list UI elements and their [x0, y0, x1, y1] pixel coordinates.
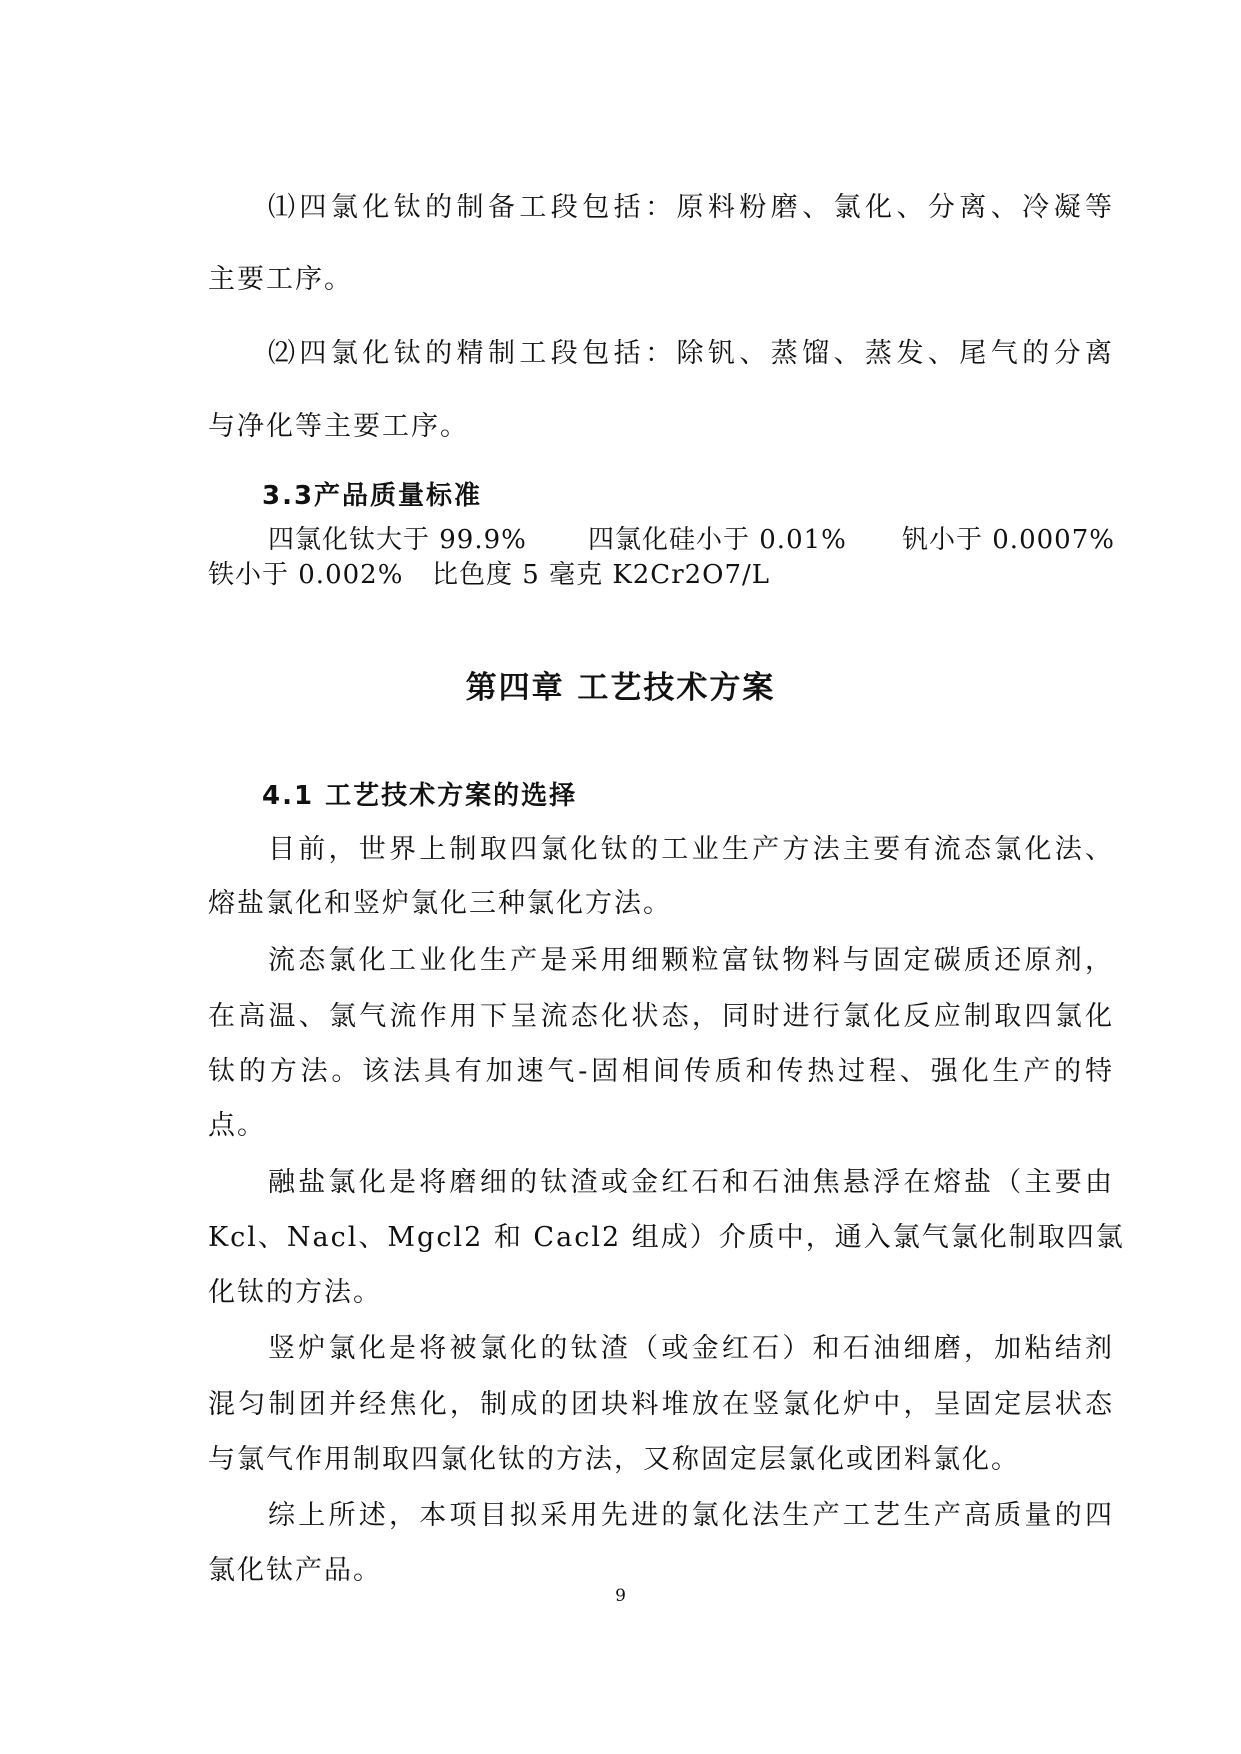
quality-item: 铁小于 0.002% [208, 560, 404, 590]
quality-item: 四氯化硅小于 0.01% [588, 525, 847, 555]
paragraph-line: 混匀制团并经焦化，制成的团块料堆放在竖氯化炉中，呈固定层状态 [208, 1389, 1114, 1420]
paragraph-line: Kcl、Nacl、Mgcl2 和 Cacl2 组成）介质中，通入氯气氯化制取四氯 [208, 1222, 1125, 1253]
paragraph-line: 在高温、氯气流作用下呈流态化状态，同时进行氯化反应制取四氯化 [208, 1001, 1114, 1032]
paragraph-line: ⑴四氯化钛的制备工段包括：原料粉磨、氯化、分离、冷凝等 [268, 192, 1114, 223]
paragraph-line: 氯化钛产品。 [208, 1555, 382, 1586]
quality-item: 四氯化钛大于 99.9% [268, 525, 527, 555]
page-number: 9 [615, 1586, 626, 1606]
paragraph-line: 竖炉氯化是将被氯化的钛渣（或金红石）和石油细磨，加粘结剂 [268, 1333, 1114, 1364]
quality-item: 比色度 5 毫克 K2Cr2O7/L [432, 560, 771, 590]
paragraph-line: 主要工序。 [208, 264, 353, 295]
paragraph-line: 与净化等主要工序。 [208, 411, 469, 442]
paragraph-line: 流态氯化工业化生产是采用细颗粒富钛物料与固定碳质还原剂， [268, 945, 1114, 976]
paragraph-line: 钛的方法。该法具有加速气-固相间传质和传热过程、强化生产的特 [208, 1056, 1114, 1087]
paragraph-line: 化钛的方法。 [208, 1277, 382, 1308]
section-heading-4-1: 4.1 工艺技术方案的选择 [262, 781, 578, 811]
paragraph-line: 综上所述，本项目拟采用先进的氯化法生产工艺生产高质量的四 [268, 1500, 1114, 1531]
chapter-title: 第四章 工艺技术方案 [465, 670, 776, 706]
paragraph-line: 熔盐氯化和竖炉氯化三种氯化方法。 [208, 888, 672, 919]
quality-item: 钒小于 0.0007% [902, 525, 1115, 555]
section-heading-quality: 3.3产品质量标准 [262, 481, 483, 511]
paragraph-line: ⑵四氯化钛的精制工段包括：除钒、蒸馏、蒸发、尾气的分离 [268, 338, 1114, 369]
paragraph-line: 与氯气作用制取四氯化钛的方法，又称固定层氯化或团料氯化。 [208, 1444, 1020, 1475]
paragraph-line: 目前，世界上制取四氯化钛的工业生产方法主要有流态氯化法、 [268, 834, 1114, 865]
paragraph-line: 融盐氯化是将磨细的钛渣或金红石和石油焦悬浮在熔盐（主要由 [268, 1167, 1114, 1198]
paragraph-line: 点。 [208, 1110, 266, 1141]
